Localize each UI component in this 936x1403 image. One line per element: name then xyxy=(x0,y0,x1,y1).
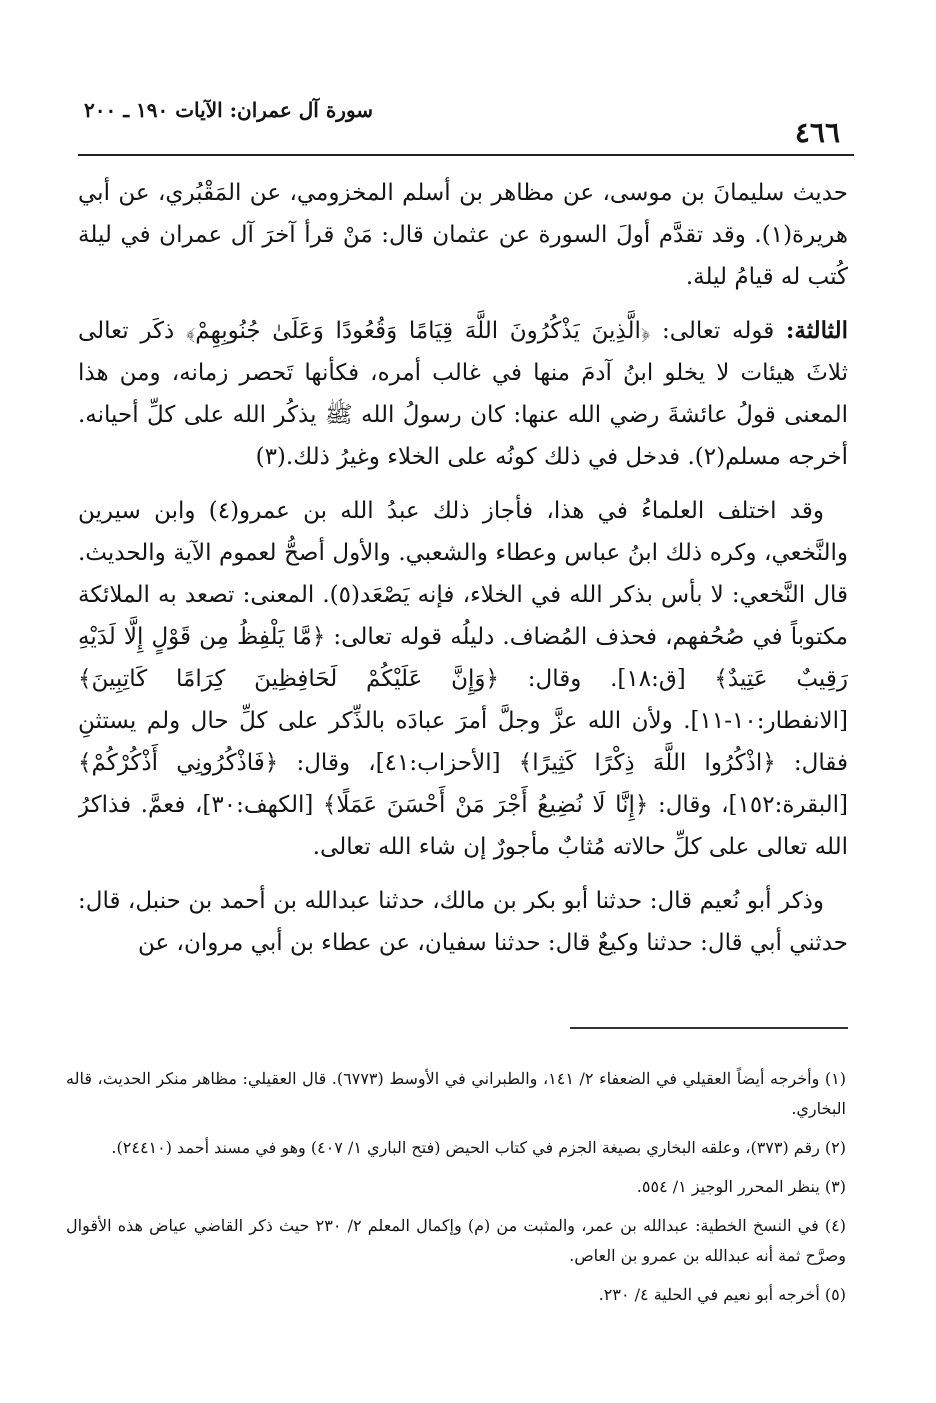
header-title: سورة آل عمران: الآيات ١٩٠ ـ ٢٠٠ xyxy=(84,98,374,122)
third-heading: الثالثة: xyxy=(785,317,848,344)
paragraph-1: حديث سليمانَ بن موسى، عن مظاهر بن أسلم المخزومي، عن المَقْبُري، عن أبي هريرة(١). وقد تقدَّم أولَ السورة عن عثمان قال: مَنْ قرأ آخرَ آل عمران في ليلة كُتب له قيامُ ليلة. xyxy=(78,180,848,290)
running-header xyxy=(78,92,854,156)
footnotes xyxy=(66,1064,846,1384)
footnote-4: (٤) في النسخ الخطية: عبدالله بن عمر، والمثبت من (م) وإكمال المعلم ٢/ ٢٣٠ حيث ذكر القاضي عياض هذه الأقوال وصرَّح ثمة أنه عبدالله بن عمرو بن العاص. xyxy=(66,1216,846,1265)
paragraph-2-text: قوله تعالى: ﴿الَّذِينَ يَذْكُرُونَ اللَّهَ قِيَامًا وَقُعُودًا وَعَلَىٰ جُنُوبِهِمْ﴾ ذكَر تعالى ثلاثَ هيئات لا يخلو ابنُ آدمَ منها في غالب أمره، فكأنها تَحصر زمانه، ومن هذا المعنى قولُ عائشةَ رضي الله عنها: كان رسولُ الله ﷺ يذكُر الله على كلِّ أحيانه. أخرجه مسلم(٢). فدخل في ذلك كونُه على الخلاء وغيرُ ذلك.(٣) xyxy=(78,318,848,470)
page-number: ٤٦٦ xyxy=(794,116,840,149)
footnote-1: (١) وأخرجه أيضاً العقيلي في الضعفاء ٢/ ١٤١، والطبراني في الأوسط (٦٧٧٣). قال العقيلي: مظاهر منكر الحديث، قاله البخاري. xyxy=(66,1069,846,1118)
paragraph-2 xyxy=(78,310,848,478)
footnote-5: (٥) أخرجه أبو نعيم في الحلية ٤/ ٢٣٠. xyxy=(598,1285,846,1304)
footnote-divider xyxy=(570,1027,848,1029)
footnote-3: (٣) ينظر المحرر الوجيز ١/ ٥٥٤. xyxy=(636,1177,846,1196)
footnote-2: (٢) رقم (٣٧٣)، وعلقه البخاري بصيغة الجزم في كتاب الحيض (فتح الباري ١/ ٤٠٧) وهو في مسند أحمد (٢٤٤١٠). xyxy=(111,1138,846,1157)
main-text xyxy=(78,172,848,1028)
paragraph-3: وقد اختلف العلماءُ في هذا، فأجاز ذلك عبدُ الله بن عمرو(٤) وابن سيرين والنَّخعي، وكره ذلك ابنُ عباس وعطاء والشعبي. والأول أصحُّ لعموم الآية والحديث. قال النَّخعي: لا بأس بذكر الله في الخلاء، فإنه يَصْعَد(٥). المعنى: تصعد به الملائكة مكتوباً في صُحُفهم، فحذف المُضاف. دليلُه قوله تعالى: ﴿مَّا يَلْفِظُ مِن قَوْلٍ إِلَّا لَدَيْهِ رَقِيبٌ عَتِيدٌ﴾ [ق:١٨]. وقال: ﴿وَإِنَّ عَلَيْكُمْ لَحَافِظِينَ كِرَامًا كَاتِبِينَ﴾ [الانفطار:١٠-١١]. ولأن الله عزَّ وجلَّ أمرَ عبادَه بالذِّكر على كلِّ حال ولم يستثنِ فقال: ﴿اذْكُرُوا اللَّهَ ذِكْرًا كَثِيرًا﴾ [الأحزاب:٤١]، وقال: ﴿فَاذْكُرُونِي أَذْكُرْكُمْ﴾ [البقرة:١٥٢]، وقال: ﴿إِنَّا لَا نُضِيعُ أَجْرَ مَنْ أَحْسَنَ عَمَلًا﴾ [الكهف:٣٠]، فعمَّ. فذاكرُ الله تعالى على كلِّ حالاته مُثابٌ مأجورٌ إن شاء الله تعالى. xyxy=(78,498,848,860)
paragraph-4: وذكر أبو نُعيم قال: حدثنا أبو بكر بن مالك، حدثنا عبدالله بن أحمد بن حنبل، قال: حدثني أبي قال: حدثنا وكيعٌ قال: حدثنا سفيان، عن عطاء بن أبي مروان، عن xyxy=(78,888,848,956)
